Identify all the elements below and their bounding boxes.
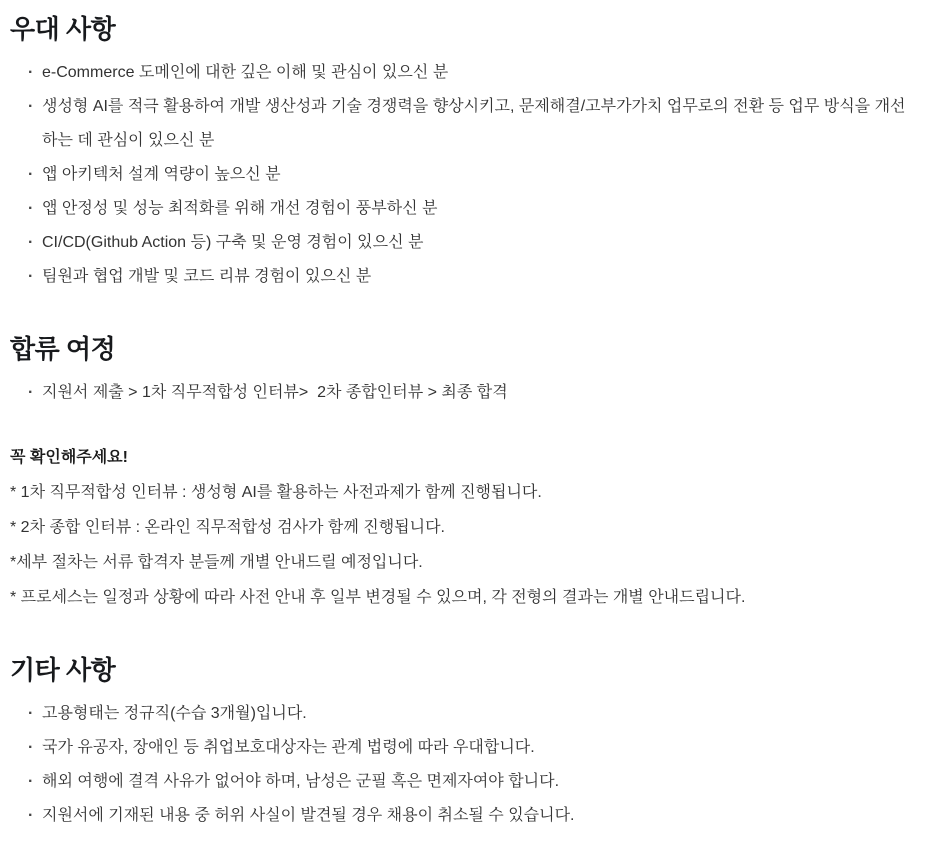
section-preferred-qualifications [10, 12, 907, 294]
list-item: · 국가 유공자, 장애인 등 취업보호대상자는 관계 법령에 따라 우대합니다. [28, 731, 907, 765]
list-item: · CI/CD(Github Action 등) 구축 및 운영 경험이 있으신 분 [28, 226, 907, 260]
list-item: · 지원서에 기재된 내용 중 허위 사실이 발견될 경우 채용이 취소될 수 있습니다. [28, 799, 907, 833]
preferred-qualifications-list [10, 56, 907, 294]
hiring-notice [10, 440, 907, 615]
section-other-notes [10, 653, 907, 833]
list-item: · 앱 안정성 및 성능 최적화를 위해 개선 경험이 풍부하신 분 [28, 192, 907, 226]
section-title-etc: 기타 사항 [10, 655, 116, 685]
notice-line: *세부 절차는 서류 합격자 분들께 개별 안내드릴 예정입니다. [10, 554, 423, 571]
section-title-journey: 합류 여정 [10, 334, 116, 364]
list-item: · e-Commerce 도메인에 대한 깊은 이해 및 관심이 있으신 분 [28, 56, 907, 90]
section-hiring-journey [10, 332, 907, 615]
list-item: · 지원서 제출 > 1차 직무적합성 인터뷰> 2차 종합인터뷰 > 최종 합격 [28, 376, 907, 410]
notice-line: * 1차 직무적합성 인터뷰 : 생성형 AI를 활용하는 사전과제가 함께 진행됩니다. [10, 484, 542, 501]
section-title-preferred: 우대 사항 [10, 14, 116, 44]
notice-heading: 꼭 확인해주세요! [10, 449, 128, 466]
notice-line: * 2차 종합 인터뷰 : 온라인 직무적합성 검사가 함께 진행됩니다. [10, 519, 445, 536]
hiring-journey-list [10, 376, 907, 410]
list-item: · 고용형태는 정규직(수습 3개월)입니다. [28, 697, 907, 731]
list-item: · 팀원과 협업 개발 및 코드 리뷰 경험이 있으신 분 [28, 260, 907, 294]
list-item: · 해외 여행에 결격 사유가 없어야 하며, 남성은 군필 혹은 면제자여야 합니다. [28, 765, 907, 799]
list-item: · 앱 아키텍처 설계 역량이 높으신 분 [28, 158, 907, 192]
other-notes-list [10, 697, 907, 833]
notice-line: * 프로세스는 일정과 상황에 따라 사전 안내 후 일부 변경될 수 있으며, 각 전형의 결과는 개별 안내드립니다. [10, 589, 746, 606]
list-item: · 생성형 AI를 적극 활용하여 개발 생산성과 기술 경쟁력을 향상시키고, 문제해결/고부가가치 업무로의 전환 등 업무 방식을 개선하는 데 관심이 있으신 분 [28, 90, 907, 158]
